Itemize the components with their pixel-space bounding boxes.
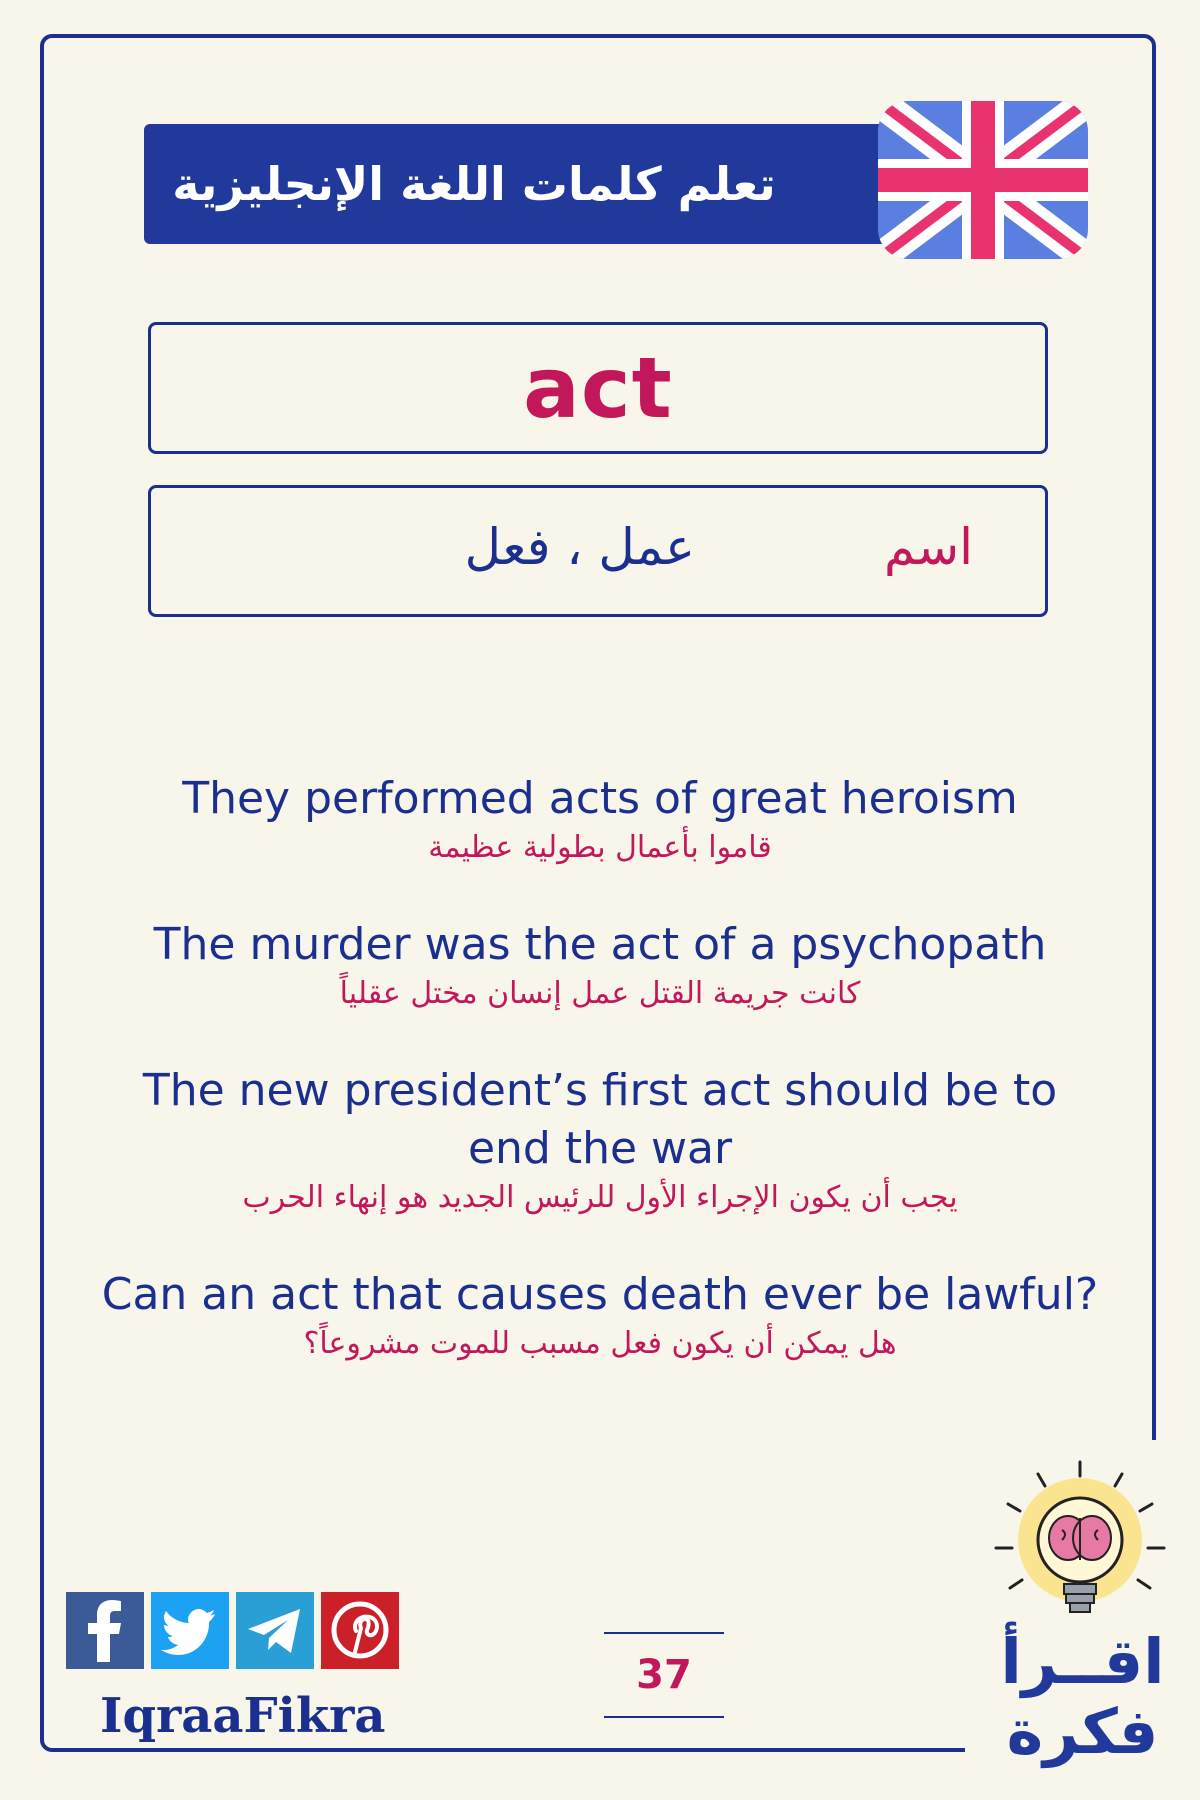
example-english: The new president’s first act should be to end the war [142,1065,1058,1174]
example-english: They performed acts of great heroism [182,773,1018,824]
example-item [95,770,1105,868]
logo-text-line2: فكرة [1006,1695,1159,1768]
pinterest-icon[interactable] [321,1592,399,1669]
logo-text-line1: اقــرأ [1000,1625,1165,1698]
page-title: تعلم كلمات اللغة الإنجليزية [172,157,776,211]
word-box [148,322,1048,454]
lightbulb-brain-icon [990,1460,1170,1630]
example-english: Can an act that causes death ever be lawful? [101,1269,1099,1320]
brand-name: IqraaFikra [100,1688,386,1744]
example-arabic: يجب أن يكون الإجراء الأول للرئيس الجديد هو إنهاء الحرب [242,1180,958,1215]
telegram-icon[interactable] [236,1592,314,1669]
example-arabic: كانت جريمة القتل عمل إنسان مختل عقلياً [339,976,861,1011]
examples-list [95,770,1105,1412]
facebook-icon[interactable] [66,1592,144,1669]
part-of-speech: اسم [883,518,973,576]
meaning-box [148,485,1048,617]
example-arabic: قاموا بأعمال بطولية عظيمة [428,830,772,865]
page-number: 37 [604,1632,724,1718]
word-meaning: عمل ، فعل [464,518,695,576]
title-banner [144,124,924,244]
social-links [66,1592,399,1669]
twitter-icon[interactable] [151,1592,229,1669]
example-english: The murder was the act of a psychopath [153,919,1047,970]
uk-flag-icon [878,101,1088,259]
example-item [95,1266,1105,1364]
vocabulary-word: act [523,339,673,437]
example-arabic: هل يمكن أن يكون فعل مسبب للموت مشروعاً؟ [303,1326,897,1361]
example-item [95,1062,1105,1218]
example-item [95,916,1105,1014]
